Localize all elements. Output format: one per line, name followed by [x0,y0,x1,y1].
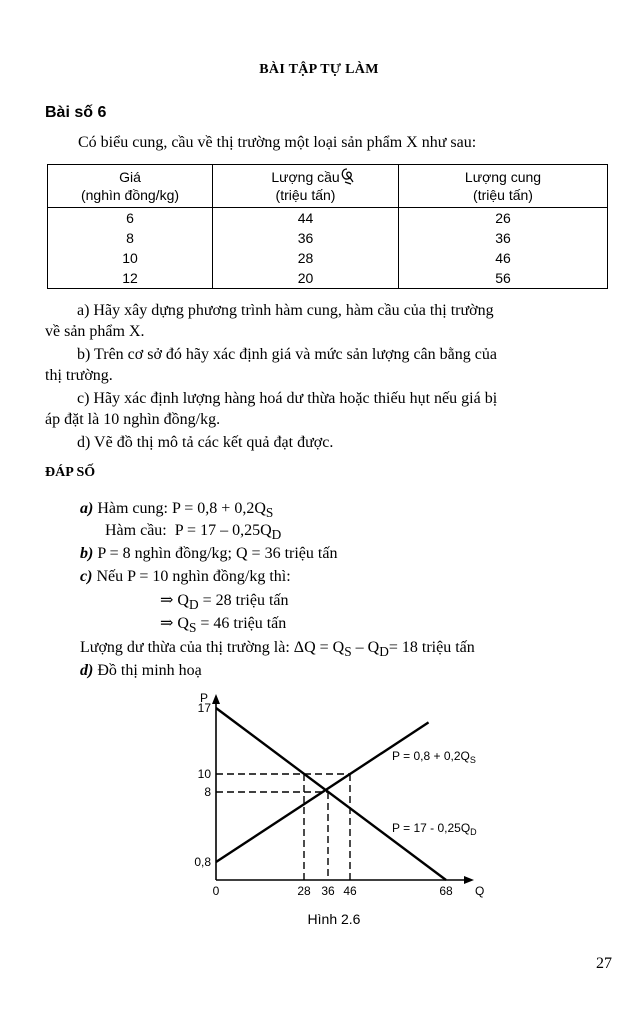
table-row: 8 36 36 [48,228,608,248]
answer-c-qd: ⇒ $Q_D = 28$ triệu tấn [160,592,289,613]
x-tick-label: 0 [212,884,220,898]
question-a: a) Hãy xây dựng phương trình hàm cung, hàm cầu của thị trường về sản phẩm X. [45,302,494,340]
y-axis-label: P [200,691,209,705]
supply-demand-table [47,164,608,289]
x-tick-label: 68 [439,884,453,898]
table-row: 12 20 56 [48,268,608,289]
answer-d: d) Đồ thị minh hoạ [80,662,202,679]
header-demand: Lượng cầu (triệu tấn) [213,165,399,208]
x-tick-label: 36 [321,884,335,898]
header-price: Giá (nghìn đồng/kg) [48,165,213,208]
x-axis-label: Q [475,884,485,898]
page-number: 27 [596,955,612,972]
y-tick-label: 10 [197,767,211,781]
table-header-row [48,165,608,208]
answer-c-qs: ⇒ $Q_S = 46$ triệu tấn [160,615,287,636]
question-d: d) Vẽ đồ thị mô tả các kết quả đạt được. [77,434,334,451]
handwritten-mark-icon [339,167,355,189]
table-row: 10 28 46 [48,248,608,268]
header-supply: Lượng cung (triệu tấn) [399,165,608,208]
exercise-title: Bài số 6 [45,104,107,121]
x-axis-arrow-icon [464,876,474,884]
demand-curve-label: $P = 17 - 0,25Q_D$ [392,821,477,837]
question-b: b) Trên cơ sở đó hãy xác định giá và mức sản lượng cân bằng của thị trường. [45,346,497,384]
answer-c: c) Nếu P = 10 nghìn đồng/kg thì: [80,568,291,585]
y-tick-label: 0,8 [194,855,211,869]
figure-caption: Hình 2.6 [307,911,361,927]
table-row: 6 44 26 [48,208,608,229]
supply-curve [216,722,429,862]
answer-a-supply: a) Hàm cung: $P = 0,8 + 0,2Q_S$ [80,500,274,521]
answer-surplus: Lượng dư thừa của thị trường là: $\Delta Q = Q_S - Q_D= 18$ triệu tấn [80,639,475,660]
answer-b: b) P = 8 nghìn đồng/kg; Q = 36 triệu tấn [80,545,338,562]
y-tick-label: 17 [197,701,211,715]
supply-demand-chart [170,688,500,933]
section-heading: BÀI TẬP TỰ LÀM [259,62,379,77]
y-axis-arrow-icon [212,694,220,704]
answer-a-demand: Hàm cầu: $P = 17 - 0,25Q_D$ [105,522,282,543]
exercise-intro: Có biểu cung, cầu về thị trường một loại sản phẩm X như sau: [78,134,477,151]
x-tick-label: 28 [297,884,311,898]
question-c: c) Hãy xác định lượng hàng hoá dư thừa hoặc thiếu hụt nếu giá bị áp đặt là 10 nghìn đồng/kg. [45,390,498,428]
x-tick-label: 46 [343,884,357,898]
y-tick-label: 8 [204,785,211,799]
answers-title: ĐÁP SỐ [45,465,96,480]
supply-curve-label: $P = 0,8 + 0,2Q_S$ [392,749,476,765]
